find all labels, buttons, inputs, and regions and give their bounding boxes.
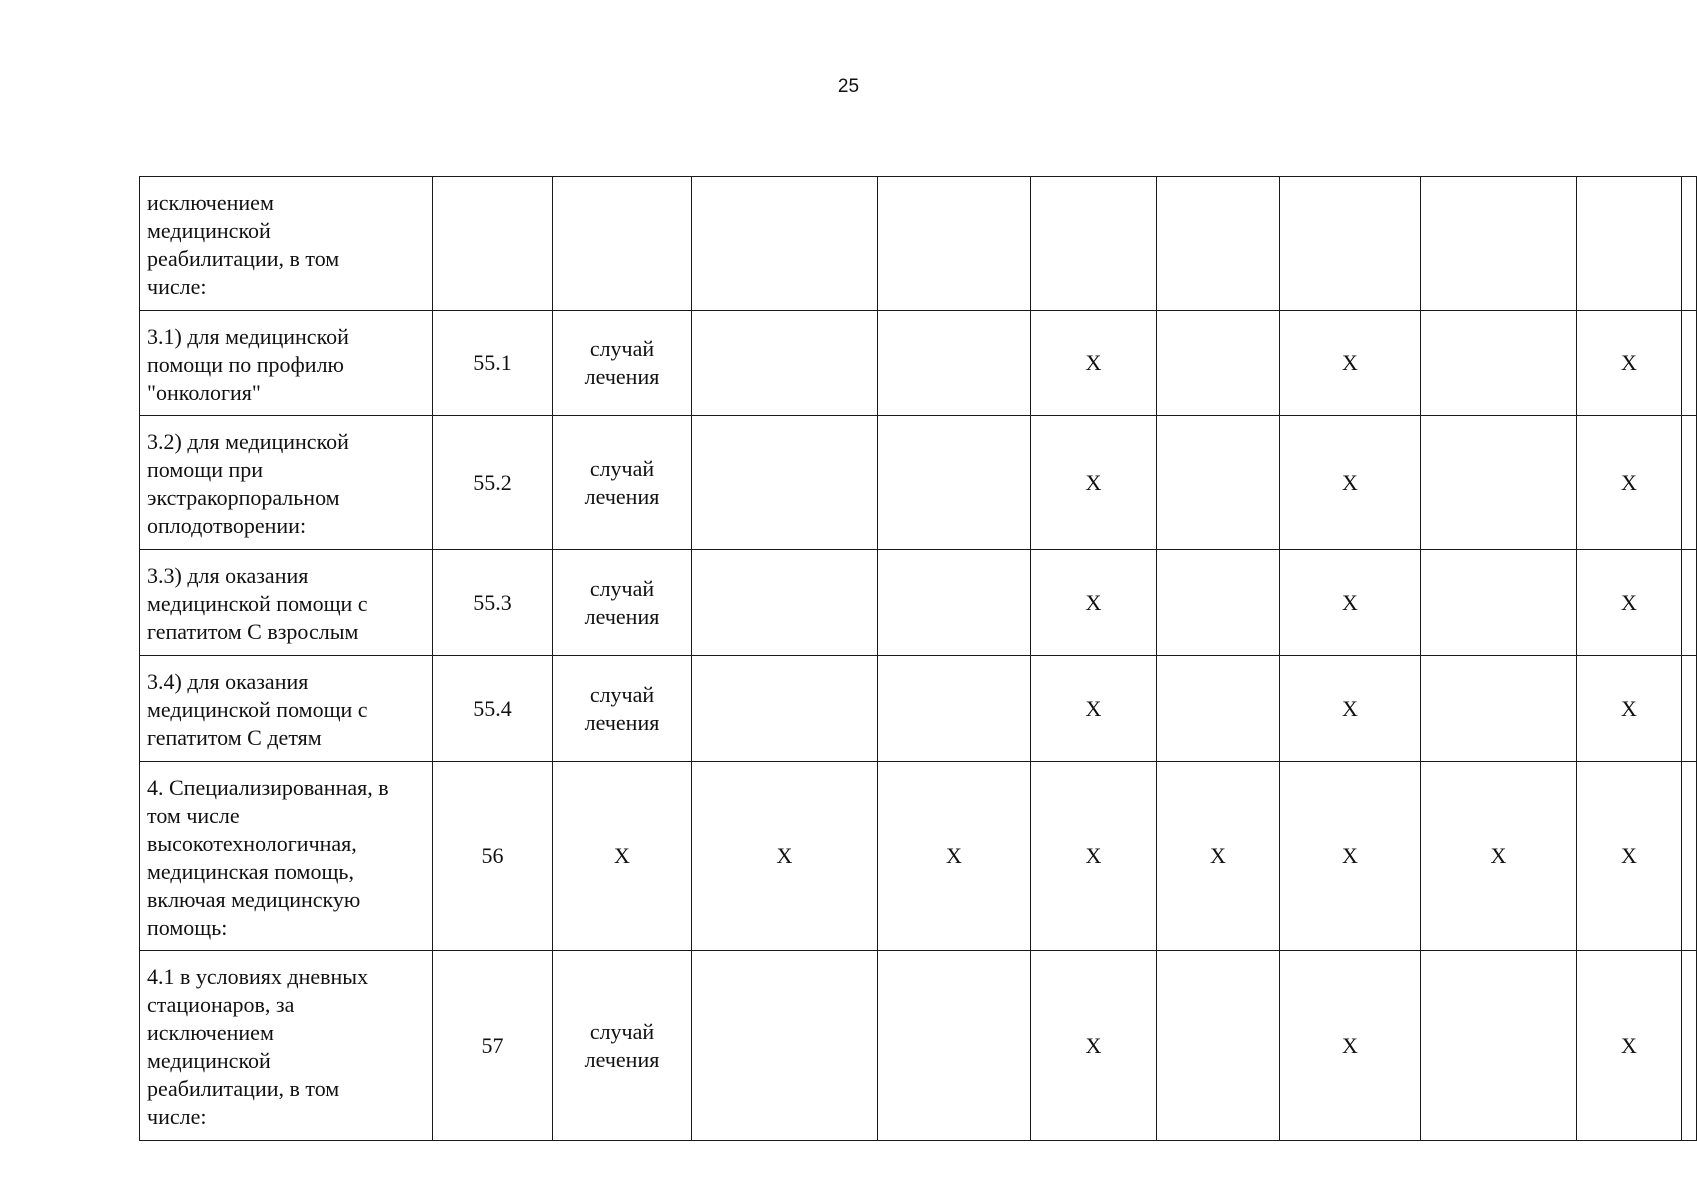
table-row (140, 762, 1697, 951)
value-cell (692, 177, 878, 311)
value-cell (692, 951, 878, 1141)
row-unit-cell (553, 550, 692, 656)
value-cell (1682, 656, 1697, 762)
table-row (140, 177, 1697, 311)
row-unit: случай лечения (584, 336, 660, 389)
value-cell (692, 416, 878, 550)
value-cell: X (1031, 656, 1157, 762)
row-code (433, 177, 553, 311)
row-name-cell (140, 550, 433, 656)
value-cell (1421, 656, 1577, 762)
value-cell (1157, 656, 1280, 762)
value-cell (1157, 177, 1280, 311)
value-cell: X (1280, 951, 1421, 1141)
row-unit: случай лечения (584, 681, 660, 735)
value-cell: X (1577, 416, 1682, 550)
value-cell (1682, 416, 1697, 550)
table-row (140, 550, 1697, 656)
row-unit: случай лечения (584, 455, 660, 509)
value-cell (878, 951, 1031, 1141)
value-cell (1682, 550, 1697, 656)
row-unit-cell (553, 951, 692, 1141)
row-unit-cell (553, 416, 692, 550)
row-unit-cell (553, 311, 692, 416)
row-code: 55.2 (433, 416, 553, 550)
value-cell: X (1031, 550, 1157, 656)
value-cell (1421, 416, 1577, 550)
value-cell: X (1031, 951, 1157, 1141)
value-cell (1682, 762, 1697, 951)
value-cell (1280, 177, 1421, 311)
row-unit: X (614, 843, 630, 868)
value-cell (1031, 177, 1157, 311)
value-cell (878, 550, 1031, 656)
value-cell (1682, 311, 1697, 416)
data-table (139, 176, 1697, 1141)
value-cell (1157, 311, 1280, 416)
value-cell: X (1577, 550, 1682, 656)
value-cell: X (1280, 656, 1421, 762)
row-code: 56 (433, 762, 553, 951)
value-cell (692, 550, 878, 656)
row-code: 57 (433, 951, 553, 1141)
row-name: 3.2) для медицинской помощи при экстракорпоральном оплодотворении: (147, 429, 349, 538)
row-name: 3.1) для медицинской помощи по профилю "онкология" (147, 324, 349, 405)
value-cell: X (1577, 656, 1682, 762)
value-cell (1421, 951, 1577, 1141)
row-name: 3.4) для оказания медицинской помощи с гепатитом С детям (147, 669, 368, 750)
value-cell (878, 416, 1031, 550)
value-cell (1682, 177, 1697, 311)
value-cell (1421, 311, 1577, 416)
value-cell: X (1280, 311, 1421, 416)
value-cell: X (1280, 550, 1421, 656)
row-name: исключением медицинской реабилитации, в том числе: (147, 190, 340, 299)
value-cell (692, 311, 878, 416)
row-name-cell (140, 416, 433, 550)
row-unit-cell (553, 762, 692, 951)
row-name-cell (140, 656, 433, 762)
value-cell (1421, 177, 1577, 311)
value-cell (1157, 416, 1280, 550)
value-cell: X (1577, 762, 1682, 951)
value-cell: X (878, 762, 1031, 951)
row-unit-cell (553, 177, 692, 311)
row-name-cell (140, 762, 433, 951)
value-cell: X (1577, 951, 1682, 1141)
value-cell (1682, 951, 1697, 1141)
row-unit-cell (553, 656, 692, 762)
value-cell: X (1421, 762, 1577, 951)
table-body (140, 177, 1697, 1141)
row-name: 4. Специализированная, в том числе высокотехнологичная, медицинская помощь, включая медицинскую помощь: (147, 775, 389, 940)
row-code: 55.3 (433, 550, 553, 656)
value-cell (878, 177, 1031, 311)
value-cell: X (1280, 762, 1421, 951)
table-row (140, 311, 1697, 416)
value-cell (1577, 177, 1682, 311)
value-cell (1157, 550, 1280, 656)
row-name: 4.1 в условиях дневных стационаров, за исключением медицинской реабилитации, в том числе: (147, 964, 369, 1129)
table-row (140, 951, 1697, 1141)
value-cell: X (1031, 762, 1157, 951)
row-unit: случай лечения (584, 1018, 660, 1072)
value-cell (1157, 951, 1280, 1141)
table-row (140, 416, 1697, 550)
row-name: 3.3) для оказания медицинской помощи с гепатитом С взрослым (147, 563, 368, 644)
row-code: 55.4 (433, 656, 553, 762)
value-cell (878, 311, 1031, 416)
table-row (140, 656, 1697, 762)
value-cell: X (692, 762, 878, 951)
value-cell (1421, 550, 1577, 656)
row-name-cell (140, 177, 433, 311)
row-name-cell (140, 951, 433, 1141)
value-cell: X (1157, 762, 1280, 951)
row-code: 55.1 (433, 311, 553, 416)
value-cell: X (1031, 416, 1157, 550)
row-unit: случай лечения (584, 575, 660, 629)
value-cell (692, 656, 878, 762)
row-name-cell (140, 311, 433, 416)
value-cell (878, 656, 1031, 762)
page-number: 25 (837, 76, 860, 97)
value-cell: X (1577, 311, 1682, 416)
value-cell: X (1280, 416, 1421, 550)
value-cell: X (1031, 311, 1157, 416)
